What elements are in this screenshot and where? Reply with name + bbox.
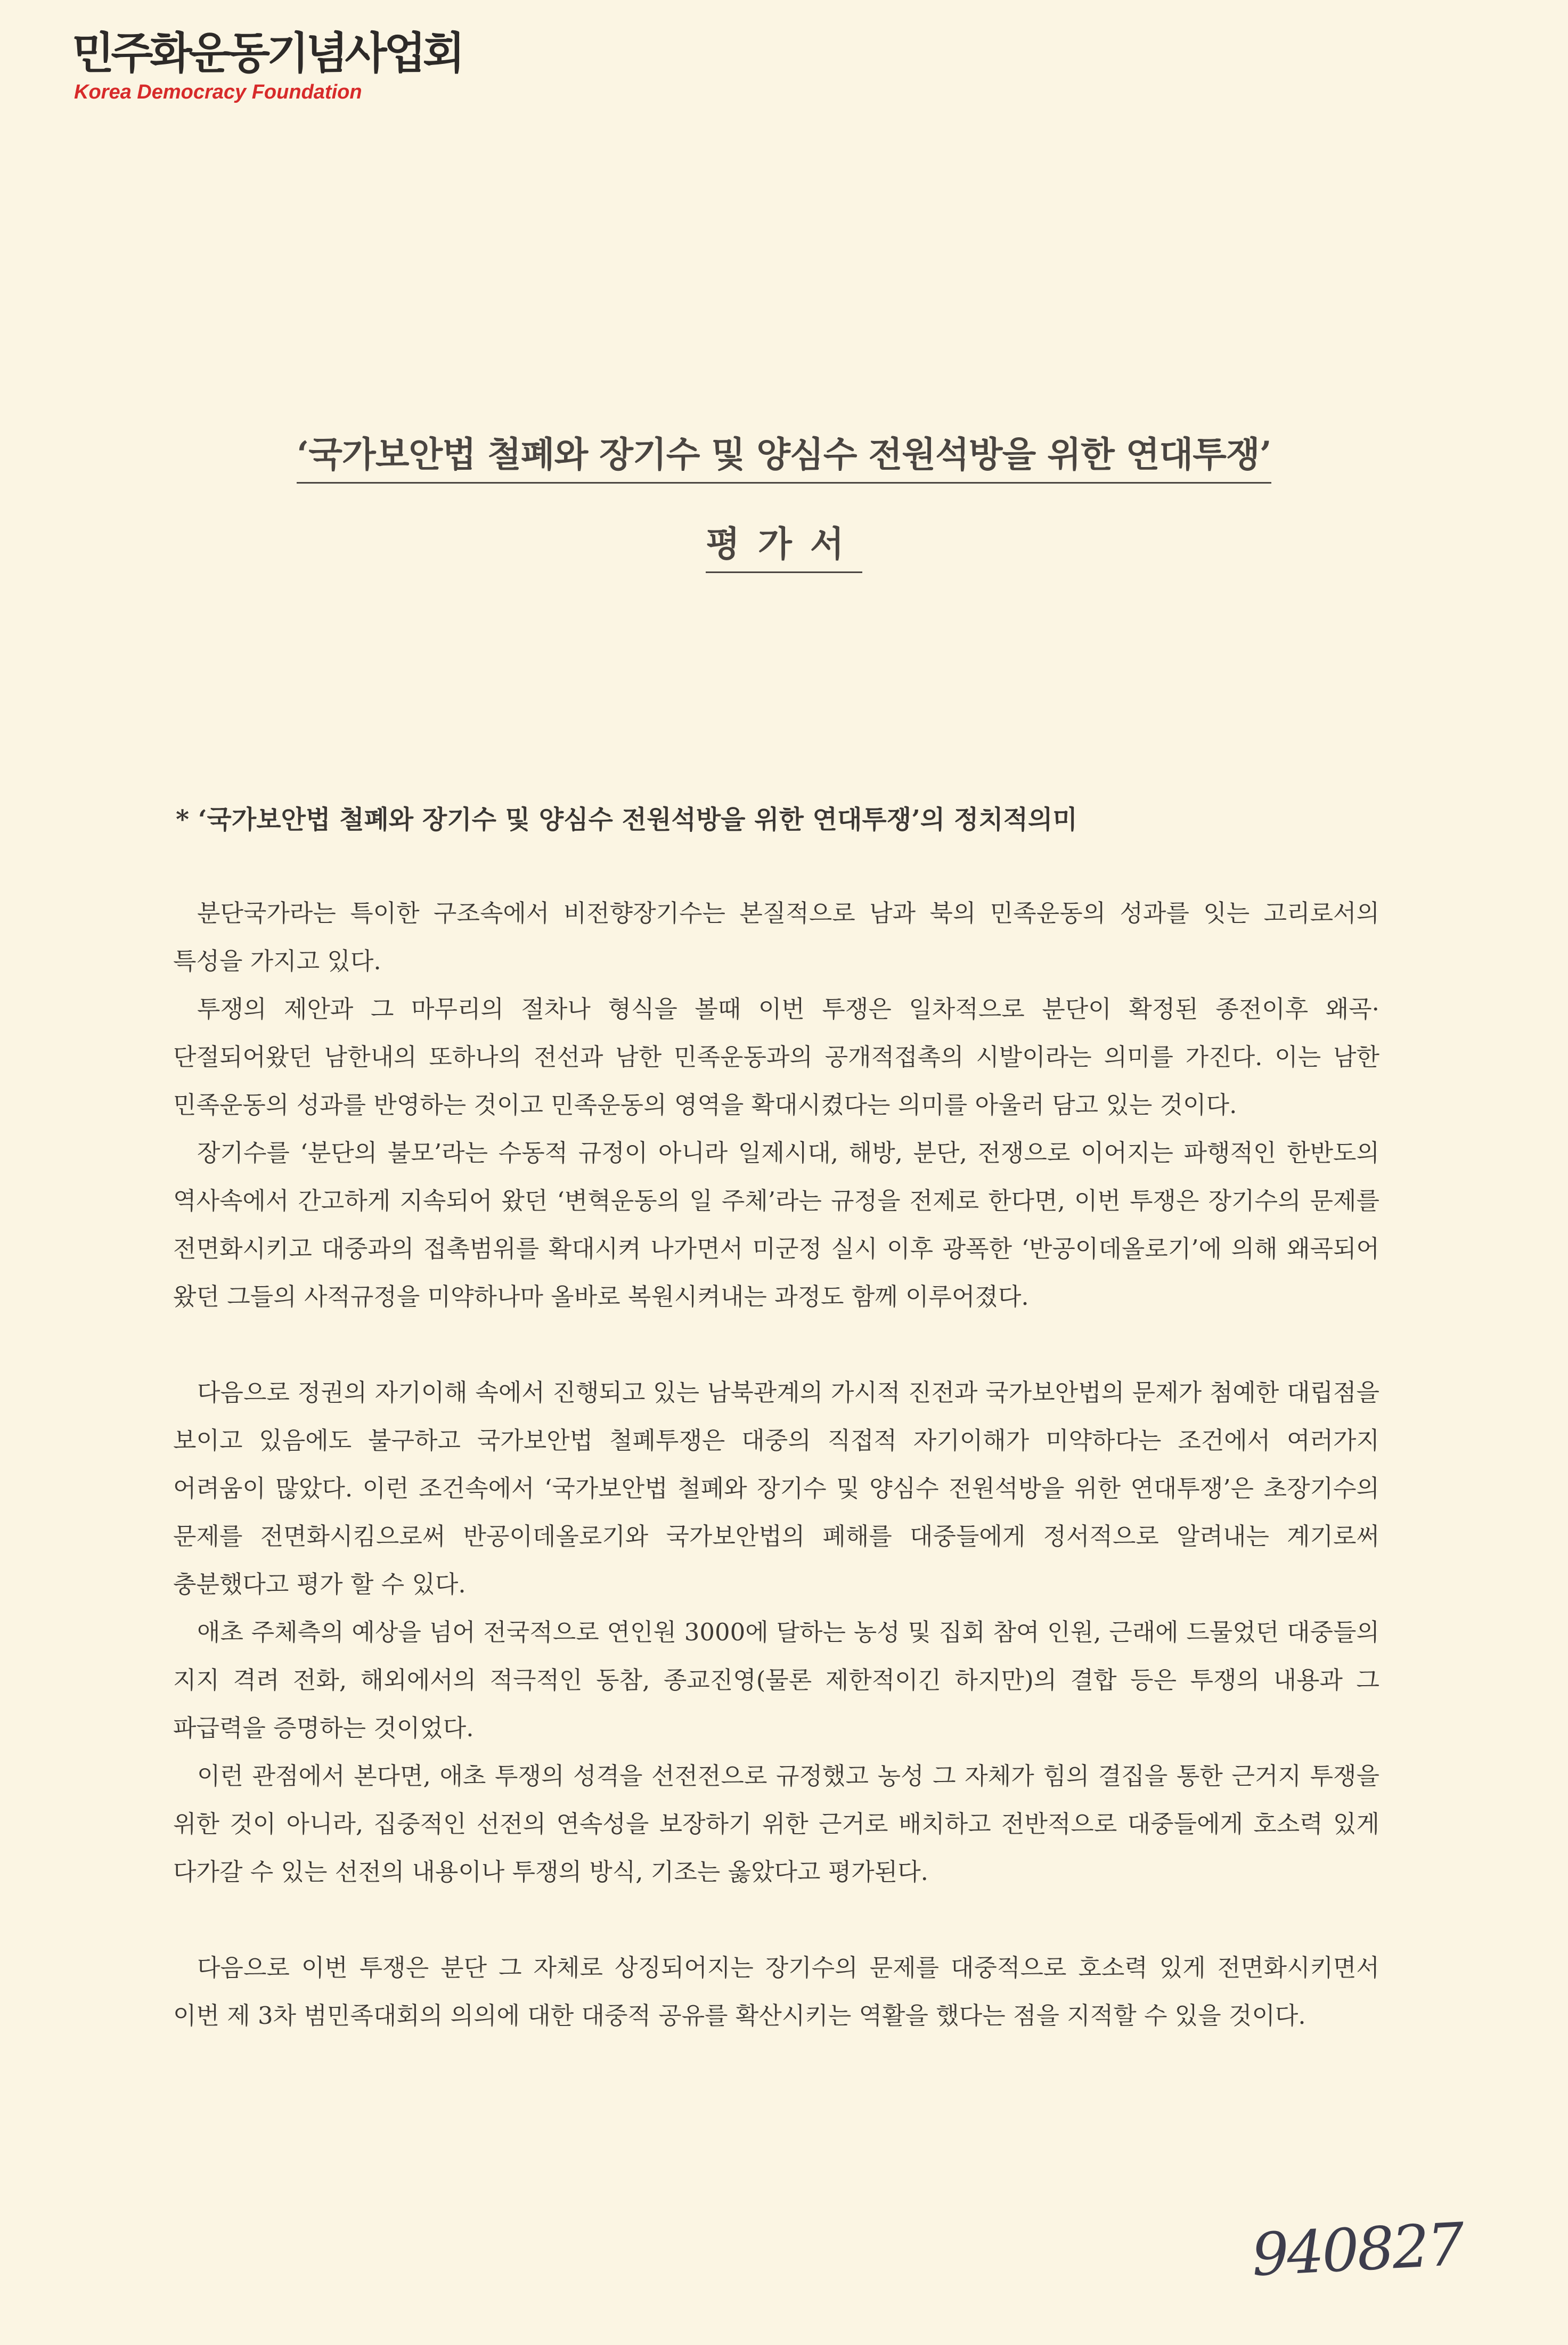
- document-title: ‘국가보안법 철폐와 장기수 및 양심수 전원석방을 위한 연대투쟁’: [297, 426, 1271, 484]
- paragraph: 다음으로 정권의 자기이해 속에서 진행되고 있는 남북관계의 가시적 진전과 국가보안법의 문제가 첨예한 대립점을 보이고 있음에도 불구하고 국가보안법 철폐투쟁은 대중의 직접적 자기이해가 미약하다는 조건에서 여러가지 어려움이 많았다. 이런 조건속에서 ‘국가보안법 철폐와 장기수 및 양심수 전원석방을 위한 연대투쟁’은 초장기수의 문제를 전면화시킴으로써 반공이데올로기와 국가보안법의 폐해를 대중들에게 정서적으로 알려내는 계기로써 충분했다고 평가 할 수 있다.: [173, 1378, 1379, 1598]
- paragraph: 이런 관점에서 본다면, 애초 투쟁의 성격을 선전전으로 규정했고 농성 그 자체가 힘의 결집을 통한 근거지 투쟁을 위한 것이 아니라, 집중적인 선전의 연속성을 보장하기 위한 근거로 배치하고 전반적으로 대중들에게 호소력 있게 다가갈 수 있는 선전의 내용이나 투쟁의 방식, 기조는 옳았다고 평가된다.: [173, 1762, 1379, 1886]
- foundation-logo: [72, 28, 462, 103]
- paragraph-gap: [173, 1321, 1379, 1369]
- paragraph: 애초 주체측의 예상을 넘어 전국적으로 연인원 3000에 달하는 농성 및 집회 참여 인원, 근래에 드물었던 대중들의 지지 격려 전화, 해외에서의 적극적인 동참, 종교진영(물론 제한적이긴 하지만)의 결합 등은 투쟁의 내용과 그 파급력을 증명하는 것이었다.: [173, 1618, 1379, 1742]
- paragraph: 장기수를 ‘분단의 불모’라는 수동적 규정이 아니라 일제시대, 해방, 분단, 전쟁으로 이어지는 파행적인 한반도의 역사속에서 간고하게 지속되어 왔던 ‘변혁운동의 일 주체’라는 규정을 전제로 한다면, 이번 투쟁은 장기수의 문제를 전면화시키고 대중과의 접촉범위를 확대시켜 나가면서 미군정 실시 이후 광폭한 ‘반공이데올로기’에 의해 왜곡되어 왔던 그들의 사적규정을 미약하나마 올바로 복원시켜내는 과정도 함께 이루어졌다.: [173, 1139, 1379, 1311]
- paragraph: 분단국가라는 특이한 구조속에서 비전향장기수는 본질적으로 남과 북의 민족운동의 성과를 잇는 고리로서의 특성을 가지고 있다.: [173, 899, 1379, 975]
- handwritten-date-note: 940827: [1250, 2210, 1464, 2290]
- logo-korean-text: 민주화운동기념사업회: [72, 28, 462, 79]
- paragraph-gap: [173, 1896, 1379, 1944]
- document-subtitle: 평가서: [706, 516, 862, 573]
- title-block: [0, 426, 1568, 573]
- document-body: [173, 889, 1379, 2040]
- paragraph: 투쟁의 제안과 그 마무리의 절차나 형식을 볼때 이번 투쟁은 일차적으로 분단이 확정된 종전이후 왜곡·단절되어왔던 남한내의 또하나의 전선과 남한 민족운동과의 공개적접촉의 시발이라는 의미를 가진다. 이는 남한 민족운동의 성과를 반영하는 것이고 민족운동의 영역을 확대시켰다는 의미를 아울러 담고 있는 것이다.: [173, 995, 1379, 1119]
- section-heading: * ‘국가보안법 철폐와 장기수 및 양심수 전원석방을 위한 연대투쟁’의 정치적의미: [176, 805, 1077, 835]
- paragraph: 다음으로 이번 투쟁은 분단 그 자체로 상징되어지는 장기수의 문제를 대중적으로 호소력 있게 전면화시키면서 이번 제 3차 범민족대회의 의의에 대한 대중적 공유를 확산시키는 역활을 했다는 점을 지적할 수 있을 것이다.: [173, 1954, 1379, 2030]
- logo-english-text: Korea Democracy Foundation: [74, 81, 362, 103]
